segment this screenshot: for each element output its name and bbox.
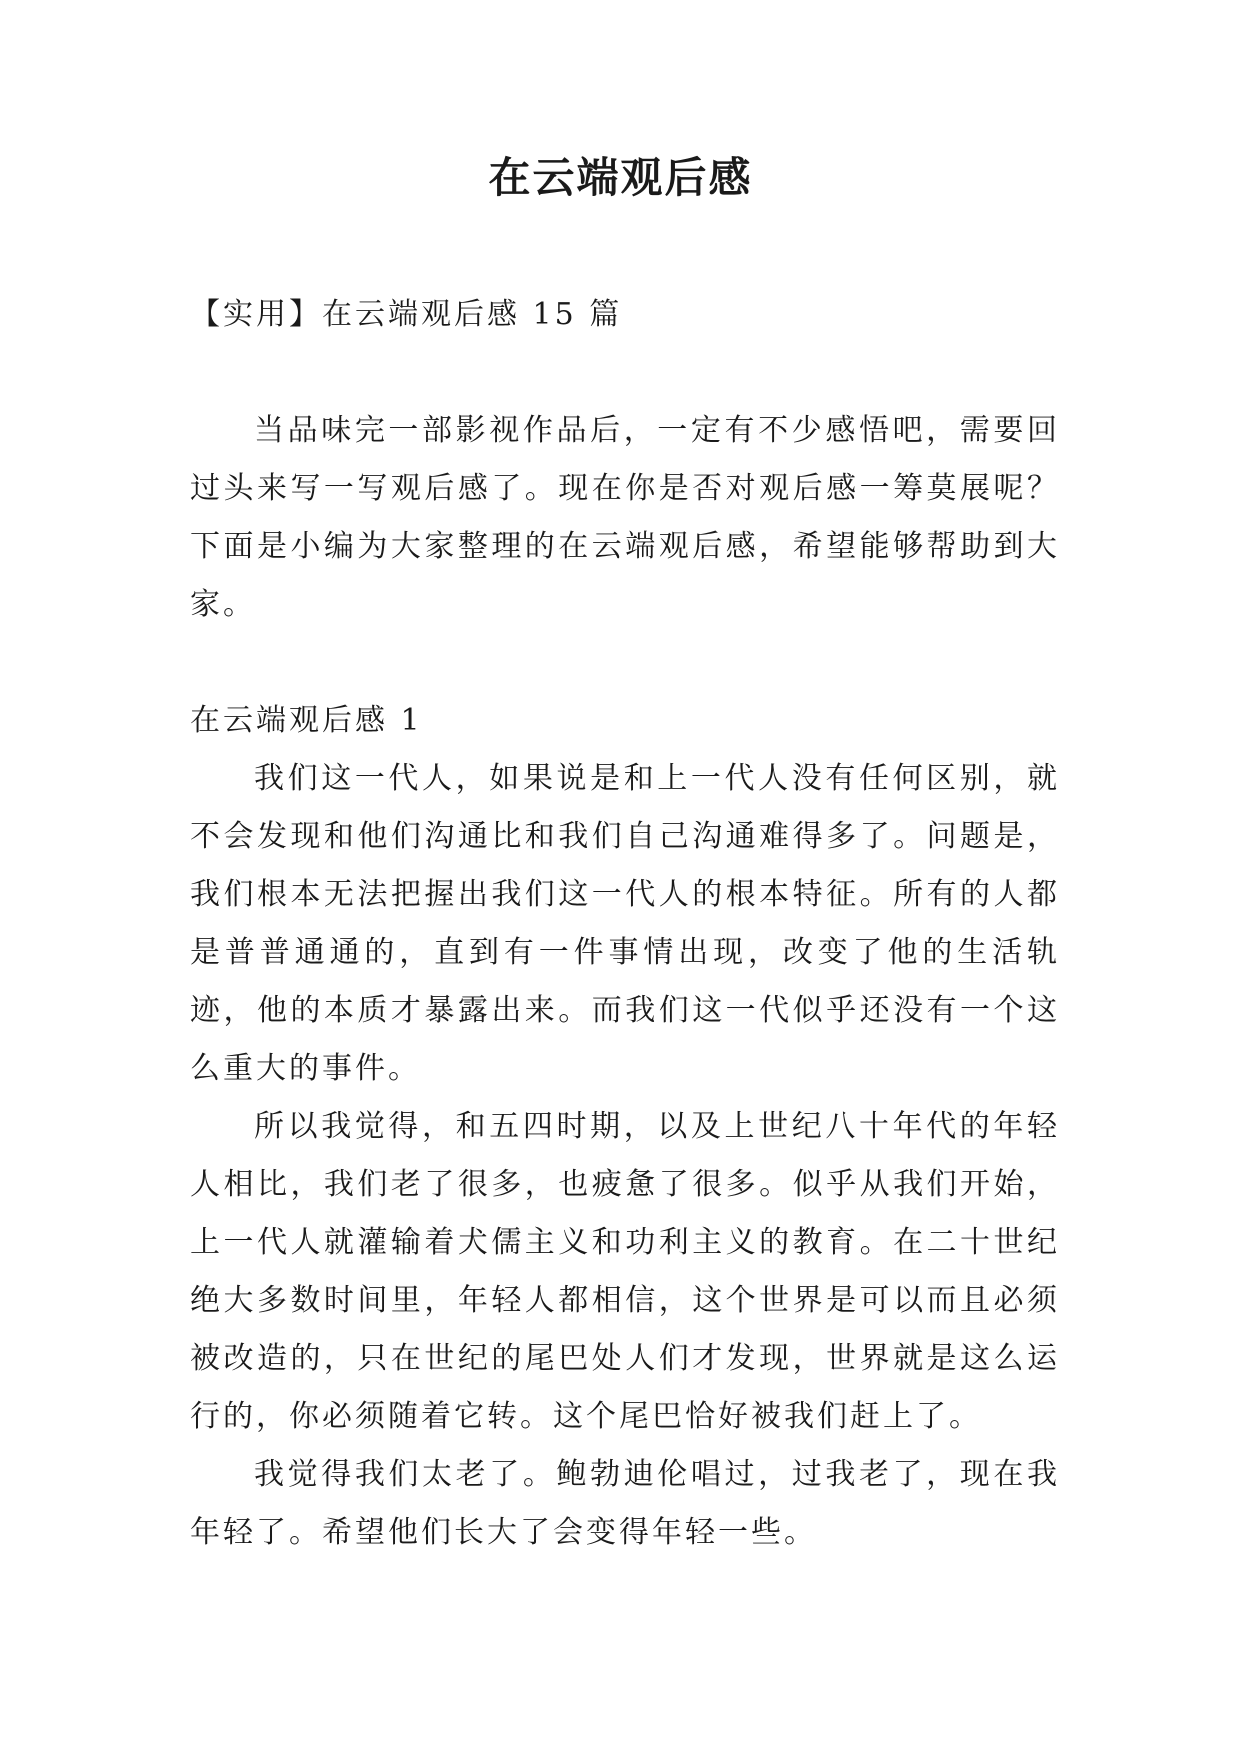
section-heading: 在云端观后感 1 (190, 703, 423, 738)
article-paragraph-1: 我们这一代人，如果说是和上一代人没有任何区别，就不会发现和他们沟通比和我们自己沟通难得多了。问题是，我们根本无法把握出我们这一代人的根本特征。所有的人都是普普通通的，直到有一件事情出现，改变了他的生活轨迹，他的本质才暴露出来。而我们这一代似乎还没有一个这么重大的事件。 (190, 761, 1060, 1086)
document-title: 在云端观后感 (488, 153, 753, 202)
article-paragraph-2: 所以我觉得，和五四时期，以及上世纪八十年代的年轻人相比，我们老了很多，也疲惫了很多。似乎从我们开始，上一代人就灌输着犬儒主义和功利主义的教育。在二十世纪绝大多数时间里，年轻人都相信，这个世界是可以而且必须被改造的，只在世纪的尾巴处人们才发现，世界就是这么运行的，你必须随着它转。这个尾巴恰好被我们赶上了。 (190, 1109, 1060, 1434)
article-paragraph-3: 我觉得我们太老了。鲍勃迪伦唱过，过我老了，现在我年轻了。希望他们长大了会变得年轻一些。 (190, 1457, 1060, 1550)
intro-paragraph: 当品味完一部影视作品后，一定有不少感悟吧，需要回过头来写一写观后感了。现在你是否对观后感一筹莫展呢？下面是小编为大家整理的在云端观后感，希望能够帮助到大家。 (190, 413, 1060, 622)
document-subtitle: 【实用】在云端观后感 15 篇 (190, 297, 623, 332)
article-body (190, 750, 1060, 1562)
